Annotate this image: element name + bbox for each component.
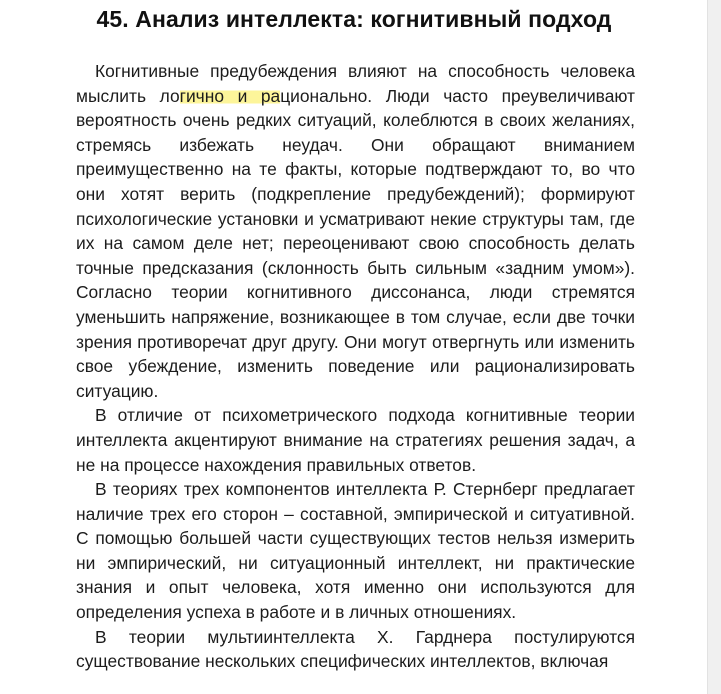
body-text xyxy=(76,59,635,674)
scrollbar-track[interactable] xyxy=(707,0,721,694)
paragraph-sternberg: В теориях трех компонентов интеллекта Р. Стернберг предлагает наличие трех его сторон – составной, эмпирической и ситуативной. С помощью большей части существующих тестов нельзя измерить ни эмпирический, ни ситуационный интеллект, ни практические знания и опыт человека, хотя именно они используются для определения успеха в работе и в личных отношениях. xyxy=(76,479,635,623)
page-title: 45. Анализ интеллекта: когнитивный подход xyxy=(96,6,612,32)
highlighted-text[interactable]: гично и ра xyxy=(179,85,281,106)
paragraph-gardner: В теории мультиинтеллекта Х. Гарднера постулируются существование нескольких специфических интеллектов, включая xyxy=(76,626,635,672)
paragraph-text: Когнитивные предубеждения влияют на способность человека мыслить ло xyxy=(76,61,635,106)
paragraph-text: ционально. Люди часто преувеличивают вероятность очень редких ситуаций, колеблются в своих желаниях, стремясь избежать неудач. Они обращают вниманием преимущественно на те факты, которые подтверждают то, во что они хотят верить (подкрепление предубеждений); формируют психологические установки и усматривают некие структуры там, где их на самом деле нет; переоценивают свою способность делать точные предсказания (склонность быть сильным «задним умом»). Согласно теории когнитивного диссонанса, люди стремятся уменьшить напряжение, возникающее в том случае, если две точки зрения противоречат друг другу. Они могут отвергнуть или изменить свое убеждение, изменить поведение или рационализировать ситуацию. xyxy=(76,85,635,401)
paragraph-cognitive-theories: В отличие от психометрического подхода когнитивные теории интеллекта акцентируют внимание на стратегиях решения задач, а не на процессе нахождения правильных ответов. xyxy=(76,405,635,475)
paragraph-cognitive-biases xyxy=(76,59,635,403)
